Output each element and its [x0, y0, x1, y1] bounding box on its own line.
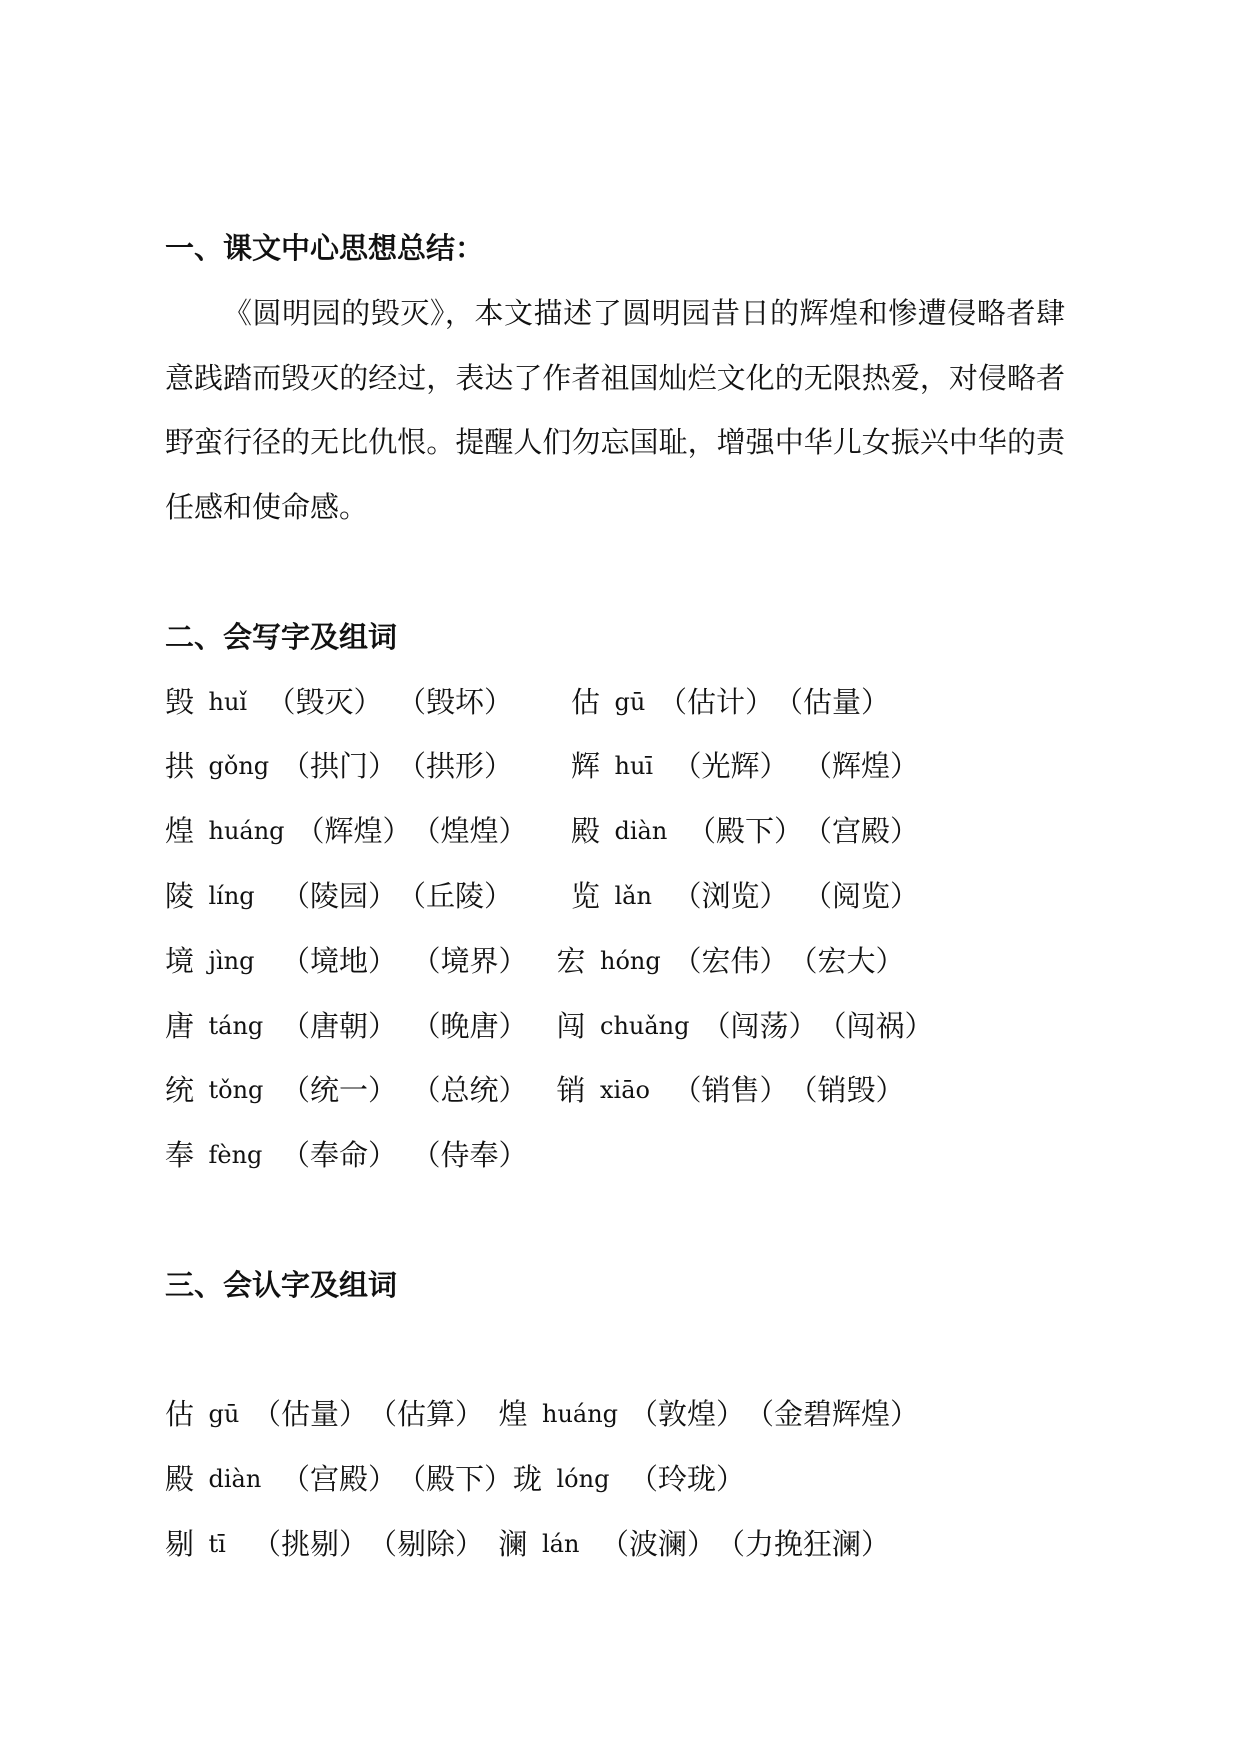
vocab-word: （宫殿）	[803, 814, 920, 849]
vocab-character: 唐	[165, 1008, 195, 1043]
vocab-entry	[557, 1058, 905, 1123]
vocab-word: （力挽狂澜）	[716, 1526, 891, 1561]
vocab-entry	[571, 670, 890, 735]
vocab-character: 珑	[513, 1462, 543, 1497]
vocab-list	[165, 1382, 1065, 1576]
vocab-character: 估	[571, 684, 601, 719]
vocab-row	[165, 1058, 1065, 1123]
vocab-word: （煌煌）	[411, 814, 528, 849]
vocab-character: 澜	[498, 1526, 528, 1561]
vocab-character: 奉	[165, 1138, 195, 1173]
vocab-pinyin: huáng	[208, 817, 285, 846]
vocab-character: 拱	[165, 749, 195, 784]
vocab-character: 估	[165, 1397, 195, 1432]
vocab-word: （剔除）	[368, 1526, 485, 1561]
vocab-entry	[499, 1512, 891, 1577]
vocab-pinyin: chuǎng	[600, 1011, 690, 1040]
vocab-pinyin: lǎn	[614, 881, 652, 910]
vocab-character: 统	[165, 1073, 195, 1108]
vocab-word: （丘陵）	[397, 878, 514, 913]
vocab-word: （闯祸）	[817, 1008, 934, 1043]
vocab-entry	[165, 1123, 528, 1188]
summary-paragraph: 《圆明园的毁灭》，本文描述了圆明园昔日的辉煌和惨遭侵略者肆意践踏而毁灭的经过，表达了作者祖国灿烂文化的无限热爱，对侵略者野蛮行径的无比仇恨。提醒人们勿忘国耻，增强中华儿女振兴中华的责任感和使命感。	[165, 295, 1065, 525]
vocab-row	[165, 670, 1065, 735]
vocab-pinyin: lóng	[556, 1465, 610, 1494]
section-reading-words	[165, 1253, 1241, 1577]
vocab-entry	[165, 1447, 513, 1512]
vocab-word: （宏伟）	[672, 943, 789, 978]
vocab-pinyin: gū	[208, 1400, 240, 1429]
section-writing-words	[165, 605, 1241, 1188]
vocab-word: （金碧辉煌）	[745, 1397, 920, 1432]
section-summary	[165, 216, 1241, 540]
section-heading: 二、会写字及组词	[165, 619, 398, 654]
vocab-pinyin: fèng	[208, 1141, 263, 1170]
vocab-entry	[165, 1512, 484, 1577]
vocab-entry	[571, 734, 919, 799]
vocab-pinyin: gū	[614, 687, 646, 716]
vocab-pinyin: jìng	[208, 946, 255, 975]
vocab-pinyin: diàn	[614, 817, 668, 846]
vocab-entry	[165, 1382, 484, 1447]
vocab-word: （境地）	[281, 943, 398, 978]
vocab-pinyin: huī	[614, 752, 654, 781]
vocab-word: （挑剔）	[252, 1526, 369, 1561]
vocab-word: （殿下）	[397, 1462, 514, 1497]
vocab-character: 殿	[571, 814, 601, 849]
vocab-word: （宫殿）	[281, 1462, 398, 1497]
vocab-pinyin: táng	[208, 1011, 264, 1040]
vocab-word: （光辉）	[672, 749, 789, 784]
vocab-pinyin: tī	[208, 1529, 226, 1558]
vocab-word: （估量）	[774, 684, 891, 719]
vocab-word: （毁坏）	[397, 684, 514, 719]
vocab-word: （敦煌）	[629, 1397, 746, 1432]
vocab-pinyin: lán	[542, 1529, 580, 1558]
vocab-word: （阅览）	[803, 878, 920, 913]
vocab-word: （宏大）	[788, 943, 905, 978]
vocab-word: （毁灭）	[266, 684, 383, 719]
vocab-row	[165, 864, 1065, 929]
vocab-word: （估算）	[368, 1397, 485, 1432]
vocab-entry	[165, 994, 528, 1059]
vocab-pinyin: hóng	[600, 946, 661, 975]
vocab-entry	[557, 929, 905, 994]
vocab-word: （估量）	[252, 1397, 369, 1432]
vocab-character: 辉	[571, 749, 601, 784]
vocab-entry	[499, 1382, 920, 1447]
vocab-word: （估计）	[658, 684, 775, 719]
vocab-entry	[165, 799, 528, 864]
vocab-pinyin: huǐ	[208, 687, 248, 716]
vocab-entry	[571, 799, 919, 864]
vocab-word: （玲珑）	[629, 1462, 746, 1497]
vocab-row	[165, 1447, 1065, 1512]
vocab-pinyin: líng	[208, 881, 255, 910]
vocab-word: （境界）	[411, 943, 528, 978]
vocab-word: （拱门）	[281, 749, 398, 784]
vocab-pinyin: huáng	[542, 1400, 619, 1429]
vocab-character: 销	[556, 1073, 586, 1108]
vocab-character: 闯	[556, 1008, 586, 1043]
vocab-entry	[165, 929, 528, 994]
vocab-character: 览	[571, 878, 601, 913]
vocab-row	[165, 734, 1065, 799]
vocab-row	[165, 929, 1065, 994]
section-heading: 三、会认字及组词	[165, 1267, 398, 1302]
vocab-entry	[165, 734, 513, 799]
vocab-word: （波澜）	[600, 1526, 717, 1561]
vocab-row	[165, 1512, 1065, 1577]
vocab-word: （奉命）	[281, 1138, 398, 1173]
vocab-character: 宏	[556, 943, 586, 978]
vocab-row	[165, 994, 1065, 1059]
vocab-word: （拱形）	[397, 749, 514, 784]
vocab-entry	[557, 994, 934, 1059]
vocab-entry	[513, 1447, 745, 1512]
vocab-word: （总统）	[411, 1073, 528, 1108]
vocab-row	[165, 799, 1065, 864]
vocab-character: 煌	[165, 814, 195, 849]
vocab-entry	[165, 1058, 528, 1123]
vocab-character: 殿	[165, 1462, 195, 1497]
vocab-word: （殿下）	[687, 814, 804, 849]
vocab-pinyin: gǒng	[208, 752, 270, 781]
vocab-character: 陵	[165, 878, 195, 913]
vocab-pinyin: tǒng	[208, 1076, 264, 1105]
vocab-word: （陵园）	[281, 878, 398, 913]
vocab-pinyin: xiāo	[600, 1076, 650, 1105]
vocab-list	[165, 670, 1065, 1188]
vocab-word: （辉煌）	[803, 749, 920, 784]
vocab-word: （销毁）	[788, 1073, 905, 1108]
vocab-pinyin: diàn	[208, 1465, 262, 1494]
vocab-word: （唐朝）	[281, 1008, 398, 1043]
vocab-row	[165, 1382, 1065, 1447]
vocab-character: 境	[165, 943, 195, 978]
vocab-character: 剔	[165, 1526, 195, 1561]
vocab-word: （销售）	[672, 1073, 789, 1108]
vocab-row	[165, 1123, 1065, 1188]
vocab-entry	[165, 670, 513, 735]
vocab-word: （闯荡）	[701, 1008, 818, 1043]
vocab-character: 煌	[498, 1397, 528, 1432]
vocab-word: （浏览）	[672, 878, 789, 913]
section-heading: 一、课文中心思想总结：	[165, 231, 485, 265]
vocab-entry	[165, 864, 513, 929]
vocab-word: （统一）	[281, 1073, 398, 1108]
vocab-word: （辉煌）	[295, 814, 412, 849]
vocab-character: 毁	[165, 684, 195, 719]
vocab-word: （晚唐）	[411, 1008, 528, 1043]
vocab-entry	[571, 864, 919, 929]
vocab-word: （侍奉）	[411, 1138, 528, 1173]
